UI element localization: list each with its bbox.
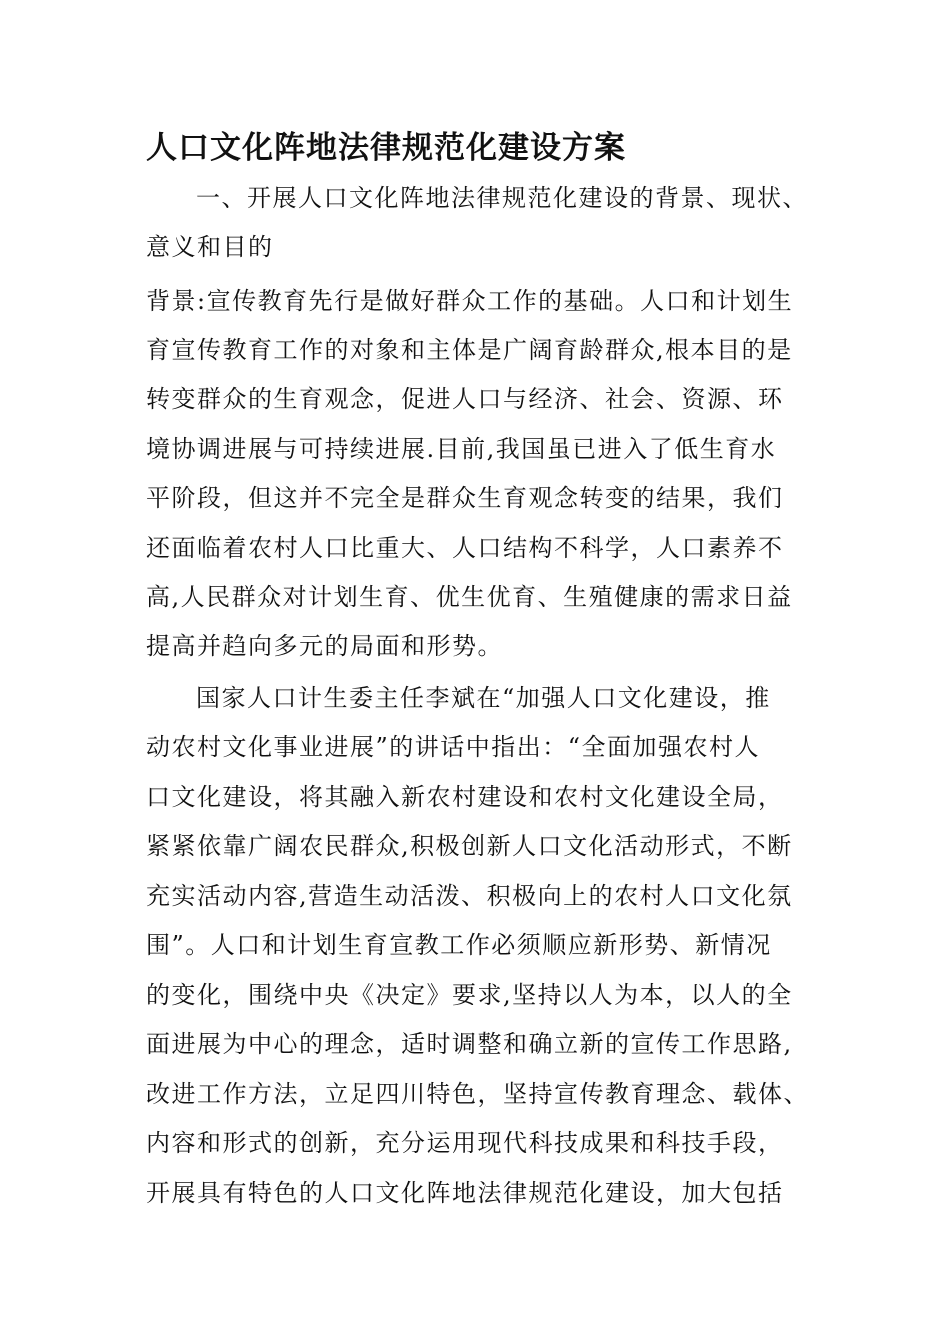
document-title: 人口文化阵地法律规范化建设方案 [146,130,626,166]
paragraph-line: 境协调进展与可持续进展.目前,我国虽已进入了低生育水 [146,435,777,463]
paragraph-line: 国家人口计生委主任李斌在“加强人口文化建设，推 [196,684,771,712]
paragraph-line: 平阶段，但这并不完全是群众生育观念转变的结果，我们 [146,484,784,512]
paragraph-line: 提高并趋向多元的局面和形势。 [146,632,503,660]
paragraph-line: 转变群众的生育观念，促进人口与经济、社会、资源、环 [146,385,784,413]
paragraph-line: 背景:宣传教育先行是做好群众工作的基础。人口和计划生 [146,287,794,315]
paragraph-line: 高,人民群众对计划生育、优生优育、生殖健康的需求日益 [146,583,793,611]
paragraph-line: 内容和形式的创新，充分运用现代科技成果和科技手段， [146,1129,784,1157]
paragraph-line: 还面临着农村人口比重大、人口结构不科学，人口素养不 [146,534,784,562]
paragraph-line: 开展具有特色的人口文化阵地法律规范化建设，加大包括 [146,1179,784,1207]
paragraph-line: 育宣传教育工作的对象和主体是广阔育龄群众,根本目的是 [146,336,793,364]
paragraph-line: 动农村文化事业进展”的讲话中指出：“全面加强农村人 [146,733,761,761]
paragraph-line: 的变化，围绕中央《决定》要求,坚持以人为本，以人的全 [146,981,793,1009]
paragraph-line: 围”。人口和计划生育宣教工作必须顺应新形势、新情况 [146,931,772,959]
paragraph-line: 充实活动内容,营造生动活泼、积极向上的农村人口文化氛 [146,882,793,910]
heading-section-one-cont: 意义和目的 [146,233,274,261]
heading-section-one: 一、开展人口文化阵地法律规范化建设的背景、现状、 [196,184,808,212]
paragraph-line: 面进展为中心的理念，适时调整和确立新的宣传工作思路, [146,1030,793,1058]
paragraph-line: 紧紧依靠广阔农民群众,积极创新人口文化活动形式，不断 [146,832,793,860]
paragraph-line: 口文化建设，将其融入新农村建设和农村文化建设全局， [146,783,784,811]
paragraph-line: 改进工作方法，立足四川特色，坚持宣传教育理念、载体、 [146,1080,809,1108]
